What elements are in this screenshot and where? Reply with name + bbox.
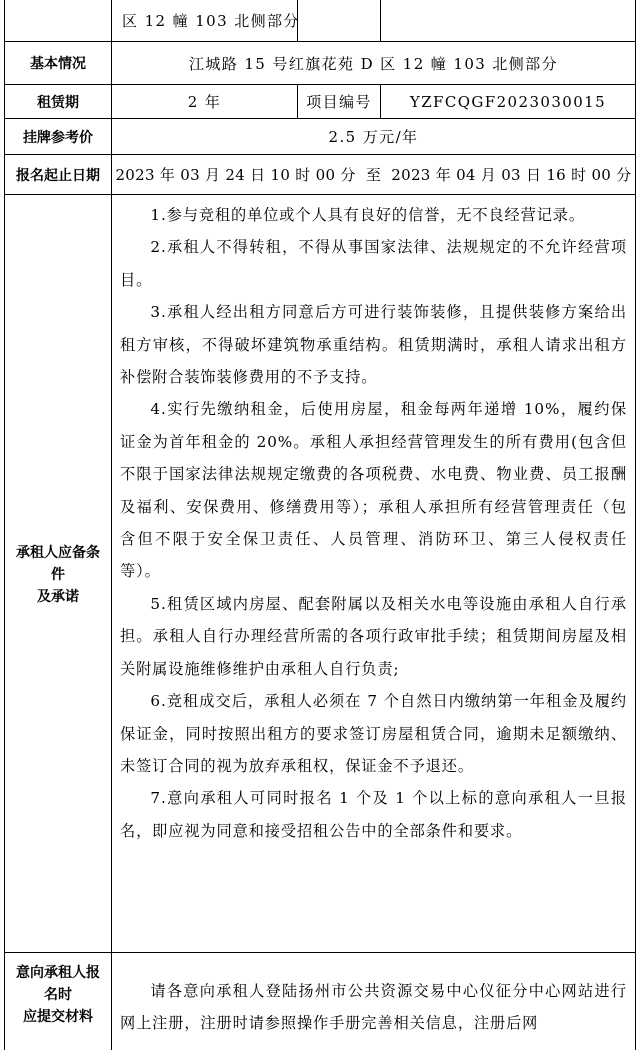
- row-required-materials: [5, 953, 635, 1050]
- lease-term-label: 租赁期: [5, 85, 112, 118]
- row-basic-info: [5, 42, 635, 85]
- location-continued-value: [112, 0, 298, 41]
- basic-info-label: 基本情况: [5, 42, 112, 84]
- lease-term-value-cell: [112, 85, 298, 118]
- conditions-body: [112, 195, 635, 952]
- conditions-label-line-1: 承租人应备条: [16, 543, 100, 560]
- row-lessee-conditions: [5, 195, 635, 953]
- materials-text: 请各意向承租人登陆扬州市公共资源交易中心仪征分中心网站进行网上注册，注册时请参照操作手册完善相关信息，注册后网: [120, 982, 627, 1033]
- materials-label-line-2: 名时: [44, 986, 72, 1002]
- basic-info-value: 江城路 15 号红旗花苑 D 区 12 幢 103 北侧部分: [189, 54, 558, 73]
- empty-cell-right: [381, 0, 635, 41]
- condition-item: 5.租赁区域内房屋、配套附属以及相关水电等设施由承租人自行承担。承租人自行办理经营所需的各项行政审批手续；租赁期间房屋及相关附属设施维修维护由承租人自行负责;: [120, 594, 627, 678]
- lease-notice-table: [4, 0, 636, 1050]
- project-code-label-cell: [298, 85, 381, 118]
- lease-term-value: 2 年: [187, 93, 222, 111]
- materials-label-line-3: 应提交材料: [23, 1008, 93, 1024]
- materials-body: [112, 953, 635, 1050]
- condition-item: 4.实行先缴纳租金，后使用房屋，租金每两年递增 10%，履约保证金为首年租金的 20%。承租人承担经营管理发生的所有费用(包含但不限于国家法律法规规定缴费的各项税费、水电费、物业费、员工报酬及福利、安保费用、修缮费用等）；承租人承担所有经营管理责任（包含但不限于安全保卫责任、人员管理、消防环卫、第三人侵权责任等）。: [120, 400, 627, 581]
- row-location-continued: [5, 0, 635, 42]
- materials-label: [5, 953, 112, 1050]
- condition-item: 1.参与竞租的单位或个人具有良好的信誉，无不良经营记录。: [150, 206, 585, 224]
- row-listing-price: [5, 119, 635, 155]
- materials-label-line-1: 意向承租人报: [16, 964, 100, 980]
- project-code-label: 项目编号: [306, 93, 372, 111]
- conditions-label: [5, 195, 112, 952]
- empty-label-cell: [5, 0, 112, 41]
- row-registration-dates: [5, 155, 635, 195]
- listing-price-value: 2.5 万元/年: [328, 128, 419, 146]
- conditions-label-line-3: 及承诺: [37, 587, 79, 604]
- registration-dates-value: 2023 年 03 月 24 日 10 时 00 分 至 2023 年 04 月 03 日 16 时 00 分: [115, 166, 632, 184]
- location-continued-text: 区 12 幢 103 北侧部分: [122, 12, 300, 30]
- listing-price-label: 挂牌参考价: [5, 119, 112, 154]
- registration-dates-label: 报名起止日期: [5, 155, 112, 194]
- project-code-value-cell: [381, 85, 635, 118]
- condition-item: 6.竞租成交后，承租人必须在 7 个自然日内缴纳第一年租金及履约保证金，同时按照出租方的要求签订房屋租赁合同，逾期未足额缴纳、未签订合同的视为放弃承租权，保证金不予退还。: [120, 692, 627, 775]
- project-code-value: YZFCQGF2023030015: [409, 92, 607, 111]
- condition-item: 7.意向承租人可同时报名 1 个及 1 个以上标的意向承租人一旦报名，即应视为同意和接受招租公告中的全部条件和要求。: [120, 789, 627, 840]
- row-lease-term: [5, 85, 635, 119]
- conditions-label-line-2: 件: [51, 565, 65, 582]
- condition-item: 3.承租人经出租方同意后方可进行装饰装修，且提供装修方案给出租方审核，不得破坏建筑物承重结构。租赁期满时，承租人请求出租方补偿附合装饰装修费用的不予支持。: [120, 303, 627, 387]
- condition-item: 2.承租人不得转租，不得从事国家法律、法规规定的不允许经营项目。: [120, 238, 627, 289]
- empty-cell-middle: [298, 0, 381, 41]
